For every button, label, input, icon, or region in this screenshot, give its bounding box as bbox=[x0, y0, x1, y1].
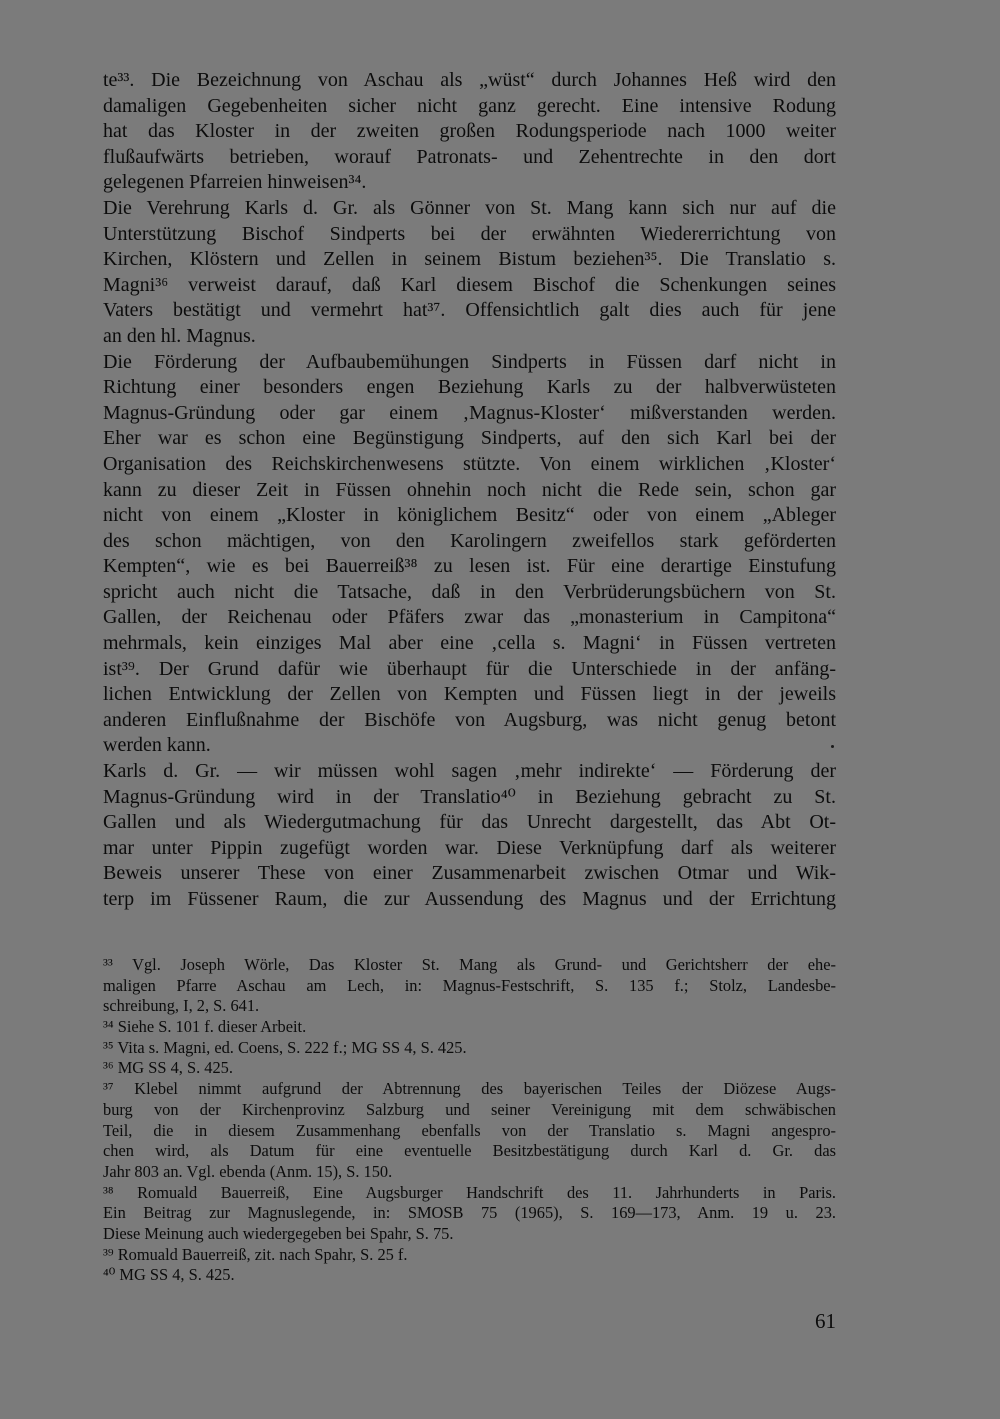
text-line: Unterstützung Bischof Sindperts bei der erwähnten Wiedererrichtung von bbox=[103, 222, 836, 245]
text-line: Magni³⁶ verweist darauf, daß Karl diesem Bischof die Schenkungen seines bbox=[103, 273, 836, 296]
body-text bbox=[103, 68, 836, 913]
text-line: Organisation des Reichskirchenwesens stützte. Von einem wirklichen ‚Kloster‘ bbox=[103, 452, 836, 475]
text-line: mehrmals, kein einziges Mal aber eine ‚cella s. Magni‘ in Füssen vertreten bbox=[103, 632, 836, 655]
print-speck bbox=[831, 745, 834, 748]
text-line: kann zu dieser Zeit in Füssen ohnehin noch nicht die Rede sein, schon gar bbox=[103, 478, 836, 501]
text-line: des schon mächtigen, von den Karolingern zweifellos stark geförderten bbox=[103, 529, 836, 552]
text-line: Magnus-Gründung oder gar einem ‚Magnus-Kloster‘ mißverstanden werden. bbox=[103, 401, 836, 424]
text-line: Die Förderung der Aufbaubemühungen Sindperts in Füssen darf nicht in bbox=[103, 350, 836, 373]
footnote-line: Jahr 803 an. Vgl. ebenda (Anm. 15), S. 150. bbox=[103, 1161, 393, 1181]
footnote-line: ⁴⁰ MG SS 4, S. 425. bbox=[103, 1265, 235, 1285]
footnote-line: ³⁶ MG SS 4, S. 425. bbox=[103, 1058, 233, 1078]
footnote-line: burg von der Kirchenprovinz Salzburg und seiner Vereinigung mit dem schwäbischen bbox=[103, 1099, 836, 1119]
text-line: Richtung einer besonders engen Beziehung Karls zu der halbverwüsteten bbox=[103, 376, 836, 399]
text-line: an den hl. Magnus. bbox=[103, 324, 256, 347]
footnote-line: Diese Meinung auch wiedergegeben bei Spahr, S. 75. bbox=[103, 1223, 454, 1243]
text-line: mar unter Pippin zugefügt worden war. Diese Verknüpfung darf als weiterer bbox=[103, 836, 836, 859]
text-line: damaligen Gegebenheiten sicher nicht ganz gerecht. Eine intensive Rodung bbox=[103, 94, 836, 117]
text-line: nicht von einem „Kloster in königlichem Besitz“ oder von einem „Ableger bbox=[103, 504, 836, 527]
text-line: Gallen und als Wiedergutmachung für das Unrecht dargestellt, das Abt Ot- bbox=[103, 811, 836, 834]
text-line: Karls d. Gr. — wir müssen wohl sagen ‚mehr indirekte‘ — Förderung der bbox=[103, 760, 836, 783]
footnote-line: maligen Pfarre Aschau am Lech, in: Magnus-Festschrift, S. 135 f.; Stolz, Landesbe- bbox=[103, 975, 836, 995]
footnote-line: Teil, die in diesem Zusammenhang ebenfalls von der Translatio s. Magni angespro- bbox=[103, 1120, 836, 1140]
footnote-line: schreibung, I, 2, S. 641. bbox=[103, 996, 260, 1016]
text-line: Eher war es schon eine Begünstigung Sindperts, auf den sich Karl bei der bbox=[103, 427, 836, 450]
footnote-line: ³⁴ Siehe S. 101 f. dieser Arbeit. bbox=[103, 1017, 307, 1037]
text-line: Kempten“, wie es bei Bauerreiß³⁸ zu lesen ist. Für eine derartige Einstufung bbox=[103, 555, 836, 578]
text-line: Die Verehrung Karls d. Gr. als Gönner von St. Mang kann sich nur auf die bbox=[103, 196, 836, 219]
text-line: te³³. Die Bezeichnung von Aschau als „wüst“ durch Johannes Heß wird den bbox=[103, 69, 836, 91]
footnote-line: ³⁷ Klebel nimmt aufgrund der Abtrennung des bayerischen Teiles der Diözese Augs- bbox=[103, 1079, 836, 1099]
text-line: flußaufwärts betrieben, worauf Patronats- und Zehentrechte in den dort bbox=[103, 145, 836, 168]
footnotes bbox=[103, 955, 836, 1286]
text-line: spricht auch nicht die Tatsache, daß in den Verbrüderungsbüchern von St. bbox=[103, 580, 836, 603]
text-line: Kirchen, Klöstern und Zellen in seinem Bistum beziehen³⁵. Die Translatio s. bbox=[103, 248, 836, 271]
footnote-line: ³³ Vgl. Joseph Wörle, Das Kloster St. Mang als Grund- und Gerichtsherr der ehe- bbox=[103, 955, 836, 974]
footnote-line: ³⁹ Romuald Bauerreiß, zit. nach Spahr, S. 25 f. bbox=[103, 1244, 408, 1264]
text-line: Gallen, der Reichenau oder Pfäfers zwar das „monasterium in Campitona“ bbox=[103, 606, 836, 629]
text-line: werden kann. bbox=[103, 734, 211, 757]
text-line: gelegenen Pfarreien hinweisen³⁴. bbox=[103, 171, 367, 194]
text-line: hat das Kloster in der zweiten großen Rodungsperiode nach 1000 weiter bbox=[103, 120, 836, 143]
footnote-line: ³⁵ Vita s. Magni, ed. Coens, S. 222 f.; MG SS 4, S. 425. bbox=[103, 1037, 467, 1057]
text-line: Vaters bestätigt und vermehrt hat³⁷. Offensichtlich galt dies auch für jene bbox=[103, 299, 836, 322]
text-line: Magnus-Gründung wird in der Translatio⁴⁰ in Beziehung gebracht zu St. bbox=[103, 785, 836, 808]
text-line: Beweis unserer These von einer Zusammenarbeit zwischen Otmar und Wik- bbox=[103, 862, 836, 885]
footnote-line: ³⁸ Romuald Bauerreiß, Eine Augsburger Handschrift des 11. Jahrhunderts in Paris. bbox=[103, 1182, 836, 1202]
text-line: ist³⁹. Der Grund dafür wie überhaupt für die Unterschiede in der anfäng- bbox=[103, 657, 836, 680]
page-number: 61 bbox=[815, 1309, 836, 1333]
text-line: lichen Entwicklung der Zellen von Kempten und Füssen liegt in der jeweils bbox=[103, 683, 836, 706]
footnote-line: Ein Beitrag zur Magnuslegende, in: SMOSB 75 (1965), S. 169—173, Anm. 19 u. 23. bbox=[103, 1203, 836, 1223]
text-line: terp im Füssener Raum, die zur Aussendung des Magnus und der Errichtung bbox=[103, 888, 836, 910]
text-line: anderen Einflußnahme der Bischöfe von Augsburg, was nicht genug betont bbox=[103, 708, 836, 731]
footnote-line: chen wird, als Datum für eine eventuelle Besitzbestätigung durch Karl d. Gr. das bbox=[103, 1141, 836, 1161]
